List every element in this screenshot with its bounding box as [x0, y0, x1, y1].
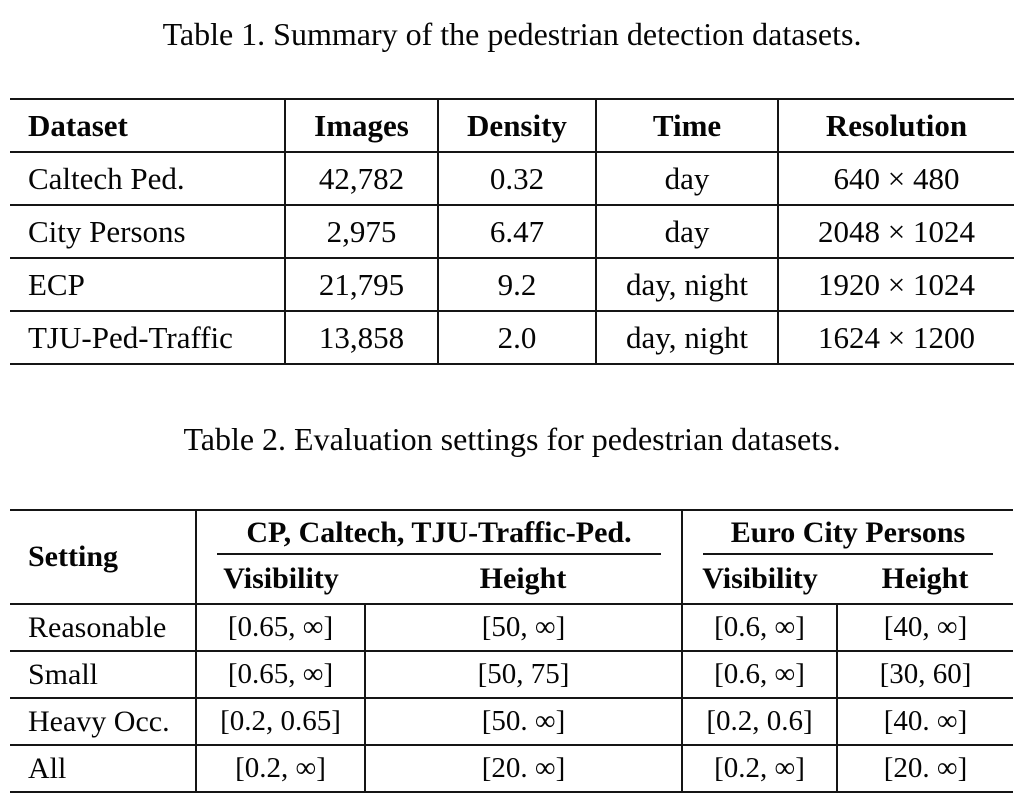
- table2-cell: [20. ∞]: [365, 745, 682, 792]
- table1-cell: 2.0: [438, 311, 596, 364]
- table1-cell: 6.47: [438, 205, 596, 258]
- table1-cell: 13,858: [285, 311, 438, 364]
- table2-setting-cell: Heavy Occ.: [10, 698, 196, 745]
- table2-cell: [30, 60]: [837, 651, 1013, 698]
- table2-cell: [0.2, ∞]: [682, 745, 837, 792]
- table1-header-dataset: Dataset: [10, 99, 285, 152]
- table2-cell: [0.2, 0.65]: [196, 698, 365, 745]
- table1-cell: day, night: [596, 311, 778, 364]
- table1-cell: day: [596, 152, 778, 205]
- table1-header-row: [10, 99, 1014, 152]
- table-row: [10, 651, 1013, 698]
- table2-subheader-height-cp: Height: [365, 555, 682, 604]
- table2-cell: [40, ∞]: [837, 604, 1013, 651]
- table1-header-time: Time: [596, 99, 778, 152]
- table1-cell: day, night: [596, 258, 778, 311]
- table-row: [10, 745, 1013, 792]
- table1-cell: TJU-Ped-Traffic: [10, 311, 285, 364]
- table1-header-images: Images: [285, 99, 438, 152]
- table2-header-setting: Setting: [10, 510, 196, 604]
- table1-cell: day: [596, 205, 778, 258]
- table2-subheader-height-ecp: Height: [837, 555, 1013, 604]
- table-row: [10, 604, 1013, 651]
- table2-cell: [0.2, ∞]: [196, 745, 365, 792]
- table2-cell: [0.2, 0.6]: [682, 698, 837, 745]
- table-row: [10, 698, 1013, 745]
- table2-group-header-ecp: Euro City Persons: [682, 510, 1013, 555]
- table1-header-density: Density: [438, 99, 596, 152]
- table2-cell: [20. ∞]: [837, 745, 1013, 792]
- table-row: [10, 258, 1014, 311]
- table2-setting-cell: Reasonable: [10, 604, 196, 651]
- table2-cell: [50. ∞]: [365, 698, 682, 745]
- table1-caption: Table 1. Summary of the pedestrian detection datasets.: [162, 16, 862, 52]
- table1-cell: 640 × 480: [778, 152, 1014, 205]
- table1-cell: 42,782: [285, 152, 438, 205]
- table1-cell: Caltech Ped.: [10, 152, 285, 205]
- table1-cell: 0.32: [438, 152, 596, 205]
- table2-cell: [50, 75]: [365, 651, 682, 698]
- table1-header-resolution: Resolution: [778, 99, 1014, 152]
- table1-cell: ECP: [10, 258, 285, 311]
- table1-dataset-summary: [10, 98, 1014, 365]
- table-row: [10, 311, 1014, 364]
- table2-cell: [0.65, ∞]: [196, 651, 365, 698]
- table2-setting-cell: All: [10, 745, 196, 792]
- table2-group-header-row: [10, 510, 1013, 555]
- table2-cell: [0.6, ∞]: [682, 604, 837, 651]
- table-row: [10, 152, 1014, 205]
- table2-caption: Table 2. Evaluation settings for pedestrian datasets.: [183, 421, 841, 457]
- table2-cell: [0.6, ∞]: [682, 651, 837, 698]
- table1-cell: City Persons: [10, 205, 285, 258]
- table2-cell: [50, ∞]: [365, 604, 682, 651]
- table2-subheader-visibility-ecp: Visibility: [682, 555, 837, 604]
- table1-cell: 21,795: [285, 258, 438, 311]
- table1-cell: 9.2: [438, 258, 596, 311]
- table2-cell: [40. ∞]: [837, 698, 1013, 745]
- table1-cell: 2,975: [285, 205, 438, 258]
- table2-cell: [0.65, ∞]: [196, 604, 365, 651]
- table1-cell: 1624 × 1200: [778, 311, 1014, 364]
- table2-setting-cell: Small: [10, 651, 196, 698]
- table2-evaluation-settings: [10, 509, 1013, 793]
- table1-cell: 1920 × 1024: [778, 258, 1014, 311]
- table-row: [10, 205, 1014, 258]
- table1-cell: 2048 × 1024: [778, 205, 1014, 258]
- table2-subheader-visibility-cp: Visibility: [196, 555, 365, 604]
- table2-group-header-cp: CP, Caltech, TJU-Traffic-Ped.: [196, 510, 682, 555]
